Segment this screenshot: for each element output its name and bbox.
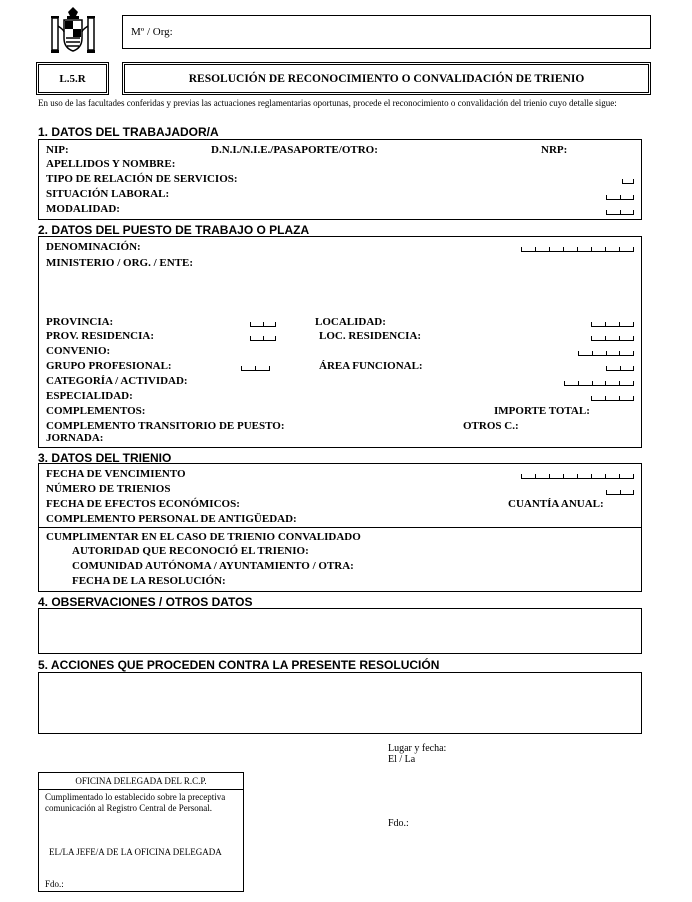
localidad-code-field[interactable] bbox=[591, 319, 634, 327]
el-la-label: El / La bbox=[388, 754, 416, 765]
numero-field[interactable] bbox=[606, 487, 634, 495]
fecha-resolucion-label: FECHA DE LA RESOLUCIÓN: bbox=[72, 575, 226, 587]
dni-label: D.N.I./N.I.E./PASAPORTE/OTRO: bbox=[211, 144, 378, 156]
localidad-label: LOCALIDAD: bbox=[315, 316, 386, 328]
jefe-label: EL/LA JEFE/A DE LA OFICINA DELEGADA bbox=[49, 847, 222, 857]
oficina-delegada-box bbox=[38, 772, 244, 892]
oficina-text: Cumplimentado lo establecido sobre la preceptiva comunicación al Registro Central de Personal. bbox=[45, 792, 226, 813]
section-1-title: 1. DATOS DEL TRABAJADOR/A bbox=[38, 125, 219, 139]
section-4-title: 4. OBSERVACIONES / OTROS DATOS bbox=[38, 595, 253, 609]
section-5-title: 5. ACCIONES QUE PROCEDEN CONTRA LA PRESENTE RESOLUCIÓN bbox=[38, 658, 440, 672]
coat-of-arms-icon bbox=[48, 6, 98, 56]
provincia-label: PROVINCIA: bbox=[46, 316, 114, 328]
modalidad-label: MODALIDAD: bbox=[46, 203, 120, 215]
situacion-label: SITUACIÓN LABORAL: bbox=[46, 188, 170, 200]
area-code-field[interactable] bbox=[606, 363, 634, 371]
acciones-field[interactable] bbox=[38, 672, 642, 734]
convenio-code-field[interactable] bbox=[578, 348, 634, 356]
section-3-title: 3. DATOS DEL TRIENIO bbox=[38, 451, 172, 465]
org-label: Mº / Org: bbox=[131, 26, 173, 38]
title-box bbox=[122, 62, 651, 95]
form-code-box bbox=[36, 62, 109, 95]
especialidad-label: ESPECIALIDAD: bbox=[46, 390, 133, 402]
loc-residencia-label: LOC. RESIDENCIA: bbox=[319, 330, 422, 342]
vencimiento-date-field[interactable] bbox=[521, 471, 634, 479]
grupo-label: GRUPO PROFESIONAL: bbox=[46, 360, 172, 372]
categoria-label: CATEGORÍA / ACTIVIDAD: bbox=[46, 375, 188, 387]
numero-label: NÚMERO DE TRIENIOS bbox=[46, 483, 171, 495]
cumplimentar-label: CUMPLIMENTAR EN EL CASO DE TRIENIO CONVALIDADO bbox=[46, 531, 361, 543]
antiguedad-label: COMPLEMENTO PERSONAL DE ANTIGÜEDAD: bbox=[46, 513, 297, 525]
org-box[interactable] bbox=[122, 15, 651, 49]
transitorio-label: COMPLEMENTO TRANSITORIO DE PUESTO: bbox=[46, 420, 285, 432]
tipo-relacion-label: TIPO DE RELACIÓN DE SERVICIOS: bbox=[46, 173, 238, 185]
intro-text: En uso de las facultades conferidas y previas las actuaciones reglamentarias oportunas, procede el reconocimiento o convalidación del trienio cuyo detalle sigue: bbox=[38, 98, 617, 108]
area-label: ÁREA FUNCIONAL: bbox=[319, 360, 423, 372]
prov-residencia-code-field[interactable] bbox=[250, 333, 276, 341]
vencimiento-label: FECHA DE VENCIMIENTO bbox=[46, 468, 186, 480]
page-title: RESOLUCIÓN DE RECONOCIMIENTO O CONVALIDACIÓN DE TRIENIO bbox=[188, 73, 585, 85]
provincia-code-field[interactable] bbox=[250, 319, 276, 327]
efectos-label: FECHA DE EFECTOS ECONÓMICOS: bbox=[46, 498, 240, 510]
section-1-box bbox=[38, 139, 642, 220]
tipo-relacion-code-field[interactable] bbox=[622, 176, 634, 184]
form-code: L.5.R bbox=[59, 73, 86, 85]
prov-residencia-label: PROV. RESIDENCIA: bbox=[46, 330, 154, 342]
lugar-fecha-label: Lugar y fecha: bbox=[388, 743, 447, 754]
observaciones-field[interactable] bbox=[38, 608, 642, 654]
fdo-left-label: Fdo.: bbox=[45, 879, 64, 889]
loc-residencia-code-field[interactable] bbox=[591, 333, 634, 341]
denominacion-label: DENOMINACIÓN: bbox=[46, 241, 141, 253]
situacion-code-field[interactable] bbox=[606, 192, 634, 200]
importe-label: IMPORTE TOTAL: bbox=[494, 405, 590, 417]
apellidos-label: APELLIDOS Y NOMBRE: bbox=[46, 158, 176, 170]
section-3-box bbox=[38, 463, 642, 592]
section-3-divider bbox=[39, 527, 641, 528]
complementos-label: COMPLEMENTOS: bbox=[46, 405, 146, 417]
comunidad-label: COMUNIDAD AUTÓNOMA / AYUNTAMIENTO / OTRA: bbox=[72, 560, 354, 572]
modalidad-code-field[interactable] bbox=[606, 207, 634, 215]
fdo-right-label: Fdo.: bbox=[388, 818, 409, 829]
cuantia-label: CUANTÍA ANUAL: bbox=[508, 498, 604, 510]
especialidad-code-field[interactable] bbox=[591, 393, 634, 401]
oficina-title: OFICINA DELEGADA DEL R.C.P. bbox=[39, 773, 243, 790]
section-2-title: 2. DATOS DEL PUESTO DE TRABAJO O PLAZA bbox=[38, 223, 310, 237]
section-2-box bbox=[38, 236, 642, 448]
jornada-label: JORNADA: bbox=[46, 432, 104, 444]
convenio-label: CONVENIO: bbox=[46, 345, 111, 357]
autoridad-label: AUTORIDAD QUE RECONOCIÓ EL TRIENIO: bbox=[72, 545, 309, 557]
nip-label: NIP: bbox=[46, 144, 69, 156]
ministerio-label: MINISTERIO / ORG. / ENTE: bbox=[46, 257, 193, 269]
grupo-code-field[interactable] bbox=[241, 363, 270, 371]
otros-label: OTROS C.: bbox=[463, 420, 519, 432]
denominacion-code-field[interactable] bbox=[521, 244, 634, 252]
nrp-label: NRP: bbox=[541, 144, 568, 156]
categoria-code-field[interactable] bbox=[564, 378, 634, 386]
